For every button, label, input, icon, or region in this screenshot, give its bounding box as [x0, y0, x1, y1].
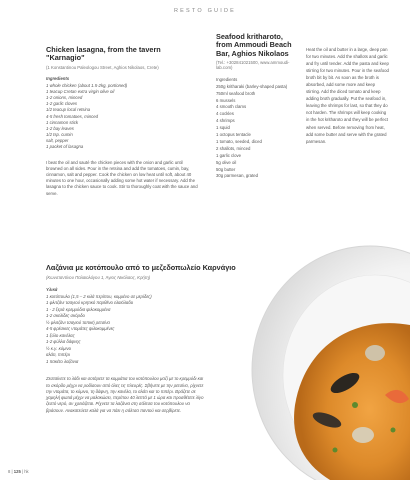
ingredient-item: 1 teacup Cretan extra virgin olive oil — [46, 88, 115, 94]
ingredient-item: 30g parmesan, grated — [216, 173, 259, 179]
ingredient-item: salt, pepper — [46, 138, 69, 144]
ingredients-label: Ingredients — [46, 76, 70, 82]
ingredient-item: ½ κ.γ. κύμινο — [46, 345, 72, 351]
ingredient-item: 1 cinnamon stick — [46, 119, 79, 125]
clam — [352, 427, 374, 443]
dish-photo — [235, 225, 410, 480]
ingredient-item: 1 tomato, seeded, diced — [216, 138, 262, 144]
ingredient-item: 5g olive oil — [216, 159, 237, 165]
ingredients-label: Ingredients — [216, 76, 238, 82]
ingredient-item: 4-5 fresh tomatoes, minced — [46, 113, 99, 119]
ingredient-item: 4 smooth clams — [216, 104, 247, 110]
footer-left: 8 — [8, 469, 11, 474]
ingredients-list — [46, 83, 200, 151]
recipe-title: Chicken lasagna, from the tavern "Karnagio" — [46, 45, 161, 63]
page-footer: 8 | 125 | hk — [8, 469, 29, 474]
ingredient-item: 4-5 φρέσκιες ντομάτες ψιλοκομμένες — [46, 326, 115, 332]
recipe-title: Λαζάνια με κοτόπουλο από το μεζεδοπωλείο Καρνάγιο — [46, 263, 236, 272]
ingredient-item: 1/2 tsp. cumin — [46, 132, 73, 138]
ingredient-item: 1 κοτόπουλο (1,5 – 2 κιλά περίπου, κομμένο σε μερίδες) — [46, 293, 152, 299]
ingredient-item: 1-2 garlic cloves — [46, 101, 78, 107]
ingredient-item: 1-2 bay leaves — [46, 125, 74, 131]
ingredient-item: 1 garlic clove — [216, 152, 242, 158]
ingredient-item: 4 cockles — [216, 111, 234, 117]
herb-garnish — [333, 448, 338, 453]
ingredient-item: 1-2 onions, minced — [46, 95, 83, 101]
ingredient-item: 6 mussels — [216, 97, 236, 103]
ingredient-item: 1 - 2 ξερά κρεμμύδια ψιλοκομμένα — [46, 306, 111, 312]
clam — [365, 345, 385, 361]
ingredient-item: 1-2 σκελίδες σκόρδο — [46, 313, 85, 319]
recipe-method: I beat the oil and sauté the chicken pieces with the onion and garlic until browned on all sides. Pour in the retsina and add the tomatoes, cumin, bay, cinnamon, salt and pepper. Cook the chicken on low heat until soft, about 40 minutes to one hour, occasionally adding some hot water if necessary. Add the lasagna to the chicken sauce to cook. Stir to thoroughly coat with the sauce and serve. — [46, 159, 198, 196]
recipe-seafood-kritharoto — [216, 33, 294, 180]
ingredient-item: 1 octopus tentacle — [216, 132, 251, 138]
ingredient-item: 1 ξύλο κανέλας — [46, 332, 75, 338]
ingredient-item: αλάτι, πιπέρι — [46, 352, 70, 358]
herb-garnish — [391, 428, 396, 433]
ingredient-item: 750ml seafood broth — [216, 90, 256, 96]
recipe-method: Ζεσταίνετε το λάδι και σοτάρετε τα κομμάτια του κοτόπουλου μαζί με το κρεμμύδι και το σκόρδο μέχρι να ροδίσουν από όλες τις πλευρές. Σβήνετε με την ρετσίνα, ρίχνετε την ντομάτα, το κύμινο, τη δάφνη, την κανέλα, το αλάτι και το πιπέρι. Βράζετε σε χαμηλή φωτιά μέχρι να μαλακώσει, περίπου 40 λεπτά με 1 ώρα και προσθέτετε λίγο ζεστό νερό, αν χρειάζεται. Ρίχνετε τα λαζάνια στη σάλτσα του κοτόπουλου να βράσουν. Ανακατεύετε καλά για να πάει η σάλτσα παντού και σερβίρετε. — [46, 376, 204, 413]
magazine-mark: hk — [24, 469, 29, 474]
recipe-address: (Κωνσταντίνου Παλαιολόγου 1, Άγιος Νικόλαος, Κρήτη) — [46, 274, 151, 280]
ingredient-item: ½ φλιτζάνι τσαγιού τοπική ρετσίνα — [46, 319, 110, 325]
page-number: 125 — [13, 469, 21, 474]
ingredient-item: 1 whole chicken (about 1.5-2kg, portioned) — [46, 82, 128, 88]
recipe-chicken-lasagna-en — [46, 46, 200, 197]
recipe-address: (Tel.: +302841021500, www.ammoudi-lab.com) — [216, 59, 290, 71]
ingredient-item: 250g kritharaki (barley-shaped pasta) — [216, 83, 288, 89]
recipe-method: Heat the oil and butter in a large, deep pan for two minutes. Add the shallots and garlic and fry until tender. Add the pasta and keep stirring for two minutes. Pour in the seafood broth bit by bit. As soon as the broth is absorbed, add some more and keep stirring. Add the diced tomato and keep adding broth gradually. Put the seafood in, leaving the shrimps for last, so that they do not harden. The shrimps will keep cooking in the hot kritharoto and they will be perfect when served. Before removing from heat, add some butter and serve with the grated parmesan. — [306, 47, 389, 144]
ingredients-label: Υλικά — [46, 286, 58, 292]
ingredient-item: 1 packet of lasagna — [46, 144, 84, 150]
ingredient-item: 1-2 φύλλα δάφνης — [46, 339, 81, 345]
section-header: RESTO GUIDE — [174, 8, 236, 14]
ingredient-item: 1/2 teacup local retsina — [46, 107, 91, 113]
ingredient-item: 4 shrimps — [216, 118, 235, 124]
recipe-address: (1 Konstantinou Paleologou Street, Aghios Nikolaos, Crete) — [46, 64, 159, 70]
ingredient-item: 2 shallots, minced — [216, 145, 251, 151]
recipe-chicken-lasagna-gr — [46, 264, 236, 414]
recipe-title: Seafood kritharoto, from Ammoudi Beach Bar, Aghios Nikolaos — [216, 32, 292, 58]
ingredients-list — [216, 84, 294, 181]
ingredient-item: 50g butter — [216, 166, 236, 172]
ingredient-item: 1 φλιτζάνι τσαγιού κρητικό παρθένο ελαιόλαδο — [46, 300, 134, 306]
ingredient-item: 1 squid — [216, 125, 230, 131]
ingredient-item: 1 πακέτο λαζάνια — [46, 358, 79, 364]
ingredients-list — [46, 294, 236, 366]
recipe-method-kritharoto — [306, 46, 390, 145]
herb-garnish — [352, 402, 358, 408]
